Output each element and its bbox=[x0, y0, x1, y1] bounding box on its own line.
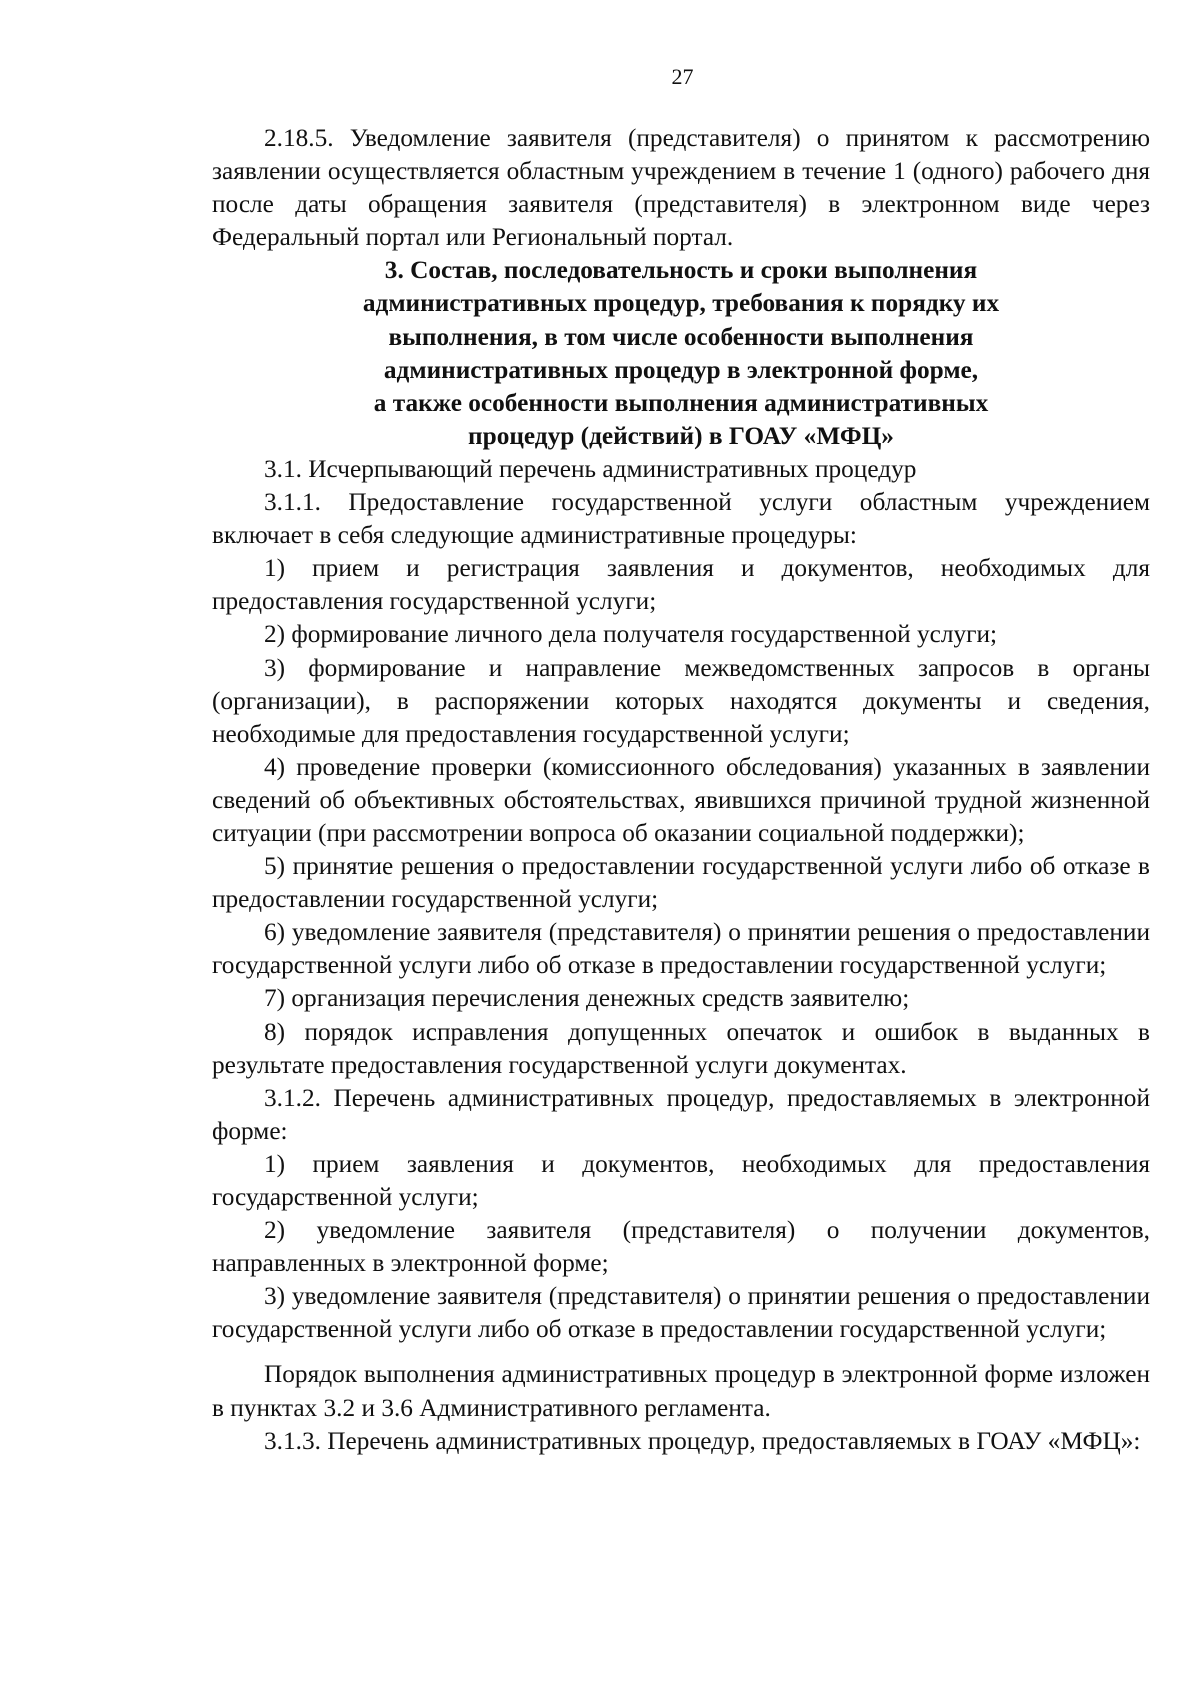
paragraph-3-1-2: 3.1.2. Перечень административных процедур, предоставляемых в электронной форме: bbox=[212, 1083, 1150, 1145]
list-item-4: 4) проведение проверки (комиссионного обследования) указанных в заявлении сведений об объективных обстоятельствах, явившихся причиной трудной жизненной ситуации (при рассмотрении вопроса об оказании социальной поддержки); bbox=[212, 752, 1150, 847]
document-body bbox=[212, 122, 1150, 1458]
list-item-6: 6) уведомление заявителя (представителя) о принятии решения о предоставлении государственной услуги либо об отказе в предоставлении государственной услуги; bbox=[212, 918, 1150, 980]
electronic-item-2: 2) уведомление заявителя (представителя) о получении документов, направленных в электронной форме; bbox=[212, 1216, 1150, 1278]
paragraph-2-18-5: 2.18.5. Уведомление заявителя (представителя) о принятом к рассмотрению заявлении осуществляется областным учреждением в течение 1 (одного) рабочего дня после даты обращения заявителя (представителя) в электронном виде через Федеральный портал или Региональный портал. bbox=[212, 124, 1150, 252]
list-item-3: 3) формирование и направление межведомственных запросов в органы (организации), в распоряжении которых находятся документы и сведения, необходимые для предоставления государственной услуги; bbox=[212, 653, 1150, 748]
list-item-5: 5) принятие решения о предоставлении государственной услуги либо об отказе в предоставлении государственной услуги; bbox=[212, 852, 1150, 914]
heading-line: выполнения, в том числе особенности выполнения bbox=[388, 322, 974, 351]
paragraph-3-1-1: 3.1.1. Предоставление государственной услуги областным учреждением включает в себя следующие административные процедуры: bbox=[212, 488, 1150, 550]
paragraph-3-1: 3.1. Исчерпывающий перечень административных процедур bbox=[264, 454, 917, 483]
list-item-8: 8) порядок исправления допущенных опечаток и ошибок в выданных в результате предоставления государственной услуги документах. bbox=[212, 1017, 1150, 1079]
heading-line: 3. Состав, последовательность и сроки выполнения bbox=[384, 256, 978, 285]
electronic-item-1: 1) прием заявления и документов, необходимых для предоставления государственной услуги; bbox=[212, 1149, 1150, 1211]
heading-line: административных процедур, требования к порядку их bbox=[362, 289, 1000, 318]
page-number: 27 bbox=[671, 64, 694, 89]
heading-line: а также особенности выполнения административных bbox=[373, 388, 989, 417]
heading-line: процедур (действий) в ГОАУ «МФЦ» bbox=[468, 421, 894, 450]
electronic-procedure-note: Порядок выполнения административных процедур в электронной форме изложен в пунктах 3.2 и 3.6 Административного регламента. bbox=[212, 1360, 1150, 1422]
list-item-7: 7) организация перечисления денежных средств заявителю; bbox=[264, 984, 910, 1013]
paragraph-3-1-3: 3.1.3. Перечень административных процедур, предоставляемых в ГОАУ «МФЦ»: bbox=[264, 1426, 1141, 1455]
heading-line: административных процедур в электронной форме, bbox=[383, 355, 979, 384]
list-item-2: 2) формирование личного дела получателя государственной услуги; bbox=[264, 620, 998, 649]
section-3-heading bbox=[212, 254, 1150, 453]
electronic-item-3: 3) уведомление заявителя (представителя) о принятии решения о предоставлении государственной услуги либо об отказе в предоставлении государственной услуги; bbox=[212, 1282, 1150, 1344]
list-item-1: 1) прием и регистрация заявления и документов, необходимых для предоставления государственной услуги; bbox=[212, 554, 1150, 616]
